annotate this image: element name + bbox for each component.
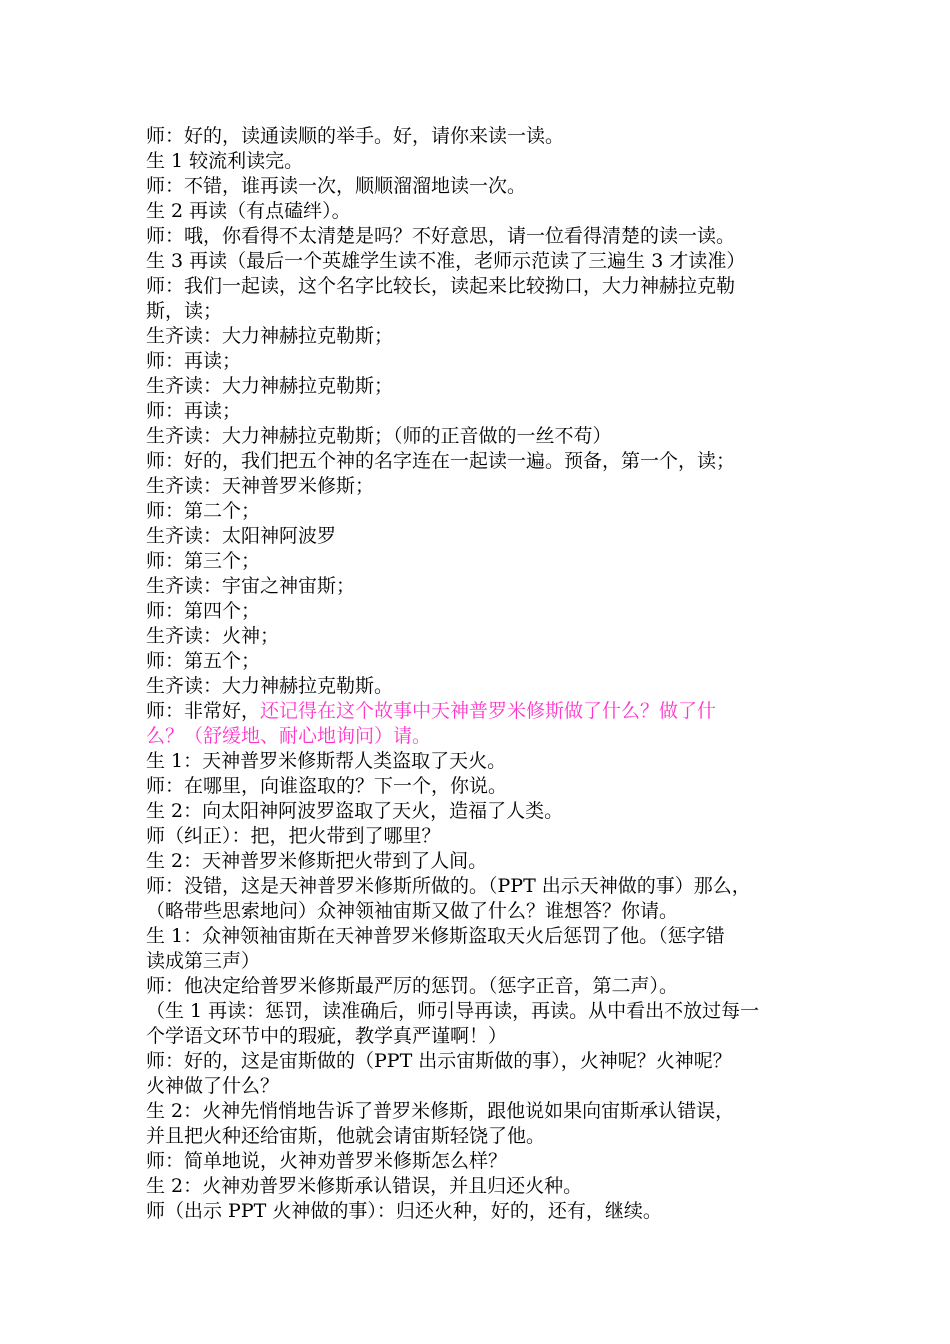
text-line: 生 2：火神先悄悄地告诉了普罗米修斯，跟他说如果向宙斯承认错误， bbox=[146, 1100, 735, 1122]
text-line: 师：第四个； bbox=[146, 600, 261, 622]
text-line: 生 2：火神劝普罗米修斯承认错误，并且归还火种。 bbox=[146, 1175, 583, 1197]
text-line: 师：好的，这是宙斯做的（PPT 出示宙斯做的事），火神呢？火神呢？ bbox=[146, 1050, 732, 1072]
highlighted-question-line bbox=[146, 724, 814, 749]
text-line: 生 2 再读（有点磕绊）。 bbox=[146, 200, 351, 222]
text-line: 师：好的，读通读顺的举手。好，请你来读一读。 bbox=[146, 125, 565, 147]
text-line: 生齐读：太阳神阿波罗 bbox=[146, 525, 337, 547]
speaker-prefix: 师：非常好， bbox=[146, 700, 261, 722]
text-line: （生 1 再读：惩罚，读准确后，师引导再读，再读。从中看出不放过每一 bbox=[146, 1000, 760, 1022]
text-line: 生 3 再读（最后一个英雄学生读不准，老师示范读了三遍生 3 才读准） bbox=[146, 250, 746, 272]
highlighted-question: 还记得在这个故事中天神普罗米修斯做了什么？做了什 bbox=[260, 700, 717, 722]
text-line: 生齐读：大力神赫拉克勒斯。 bbox=[146, 675, 394, 697]
text-line: （略带些思索地问）众神领袖宙斯又做了什么？谁想答？你请。 bbox=[146, 900, 679, 922]
document-body bbox=[146, 124, 814, 1224]
text-line: 师：好的，我们把五个神的名字连在一起读一遍。预备，第一个，读； bbox=[146, 450, 736, 472]
text-line: 生齐读：大力神赫拉克勒斯； bbox=[146, 375, 394, 397]
text-line: 师：我们一起读，这个名字比较长，读起来比较拗口，大力神赫拉克勒 bbox=[146, 275, 736, 297]
text-line: 师：不错，谁再读一次，顺顺溜溜地读一次。 bbox=[146, 175, 527, 197]
highlighted-question-continued: 么？（舒缓地、耐心地询问）请。 bbox=[146, 725, 432, 747]
text-line: 生齐读：天神普罗米修斯； bbox=[146, 475, 375, 497]
text-line: 生齐读：火神； bbox=[146, 625, 280, 647]
text-line: 师（纠正）：把，把火带到了哪里？ bbox=[146, 825, 441, 847]
text-line: 师：在哪里，向谁盗取的？下一个，你说。 bbox=[146, 775, 508, 797]
text-line: 师：他决定给普罗米修斯最严厉的惩罚。（惩字正音，第二声）。 bbox=[146, 975, 679, 997]
text-line: 读成第三声） bbox=[146, 950, 261, 972]
text-line: 生 2：天神普罗米修斯把火带到了人间。 bbox=[146, 850, 488, 872]
text-line: 师：哦，你看得不太清楚是吗？不好意思，请一位看得清楚的读一读。 bbox=[146, 225, 736, 247]
text-line: 生齐读：大力神赫拉克勒斯； bbox=[146, 325, 394, 347]
text-line: 并且把火种还给宙斯，他就会请宙斯轻饶了他。 bbox=[146, 1125, 546, 1147]
text-line: 生 1 较流利读完。 bbox=[146, 150, 304, 172]
text-line: 生齐读：宇宙之神宙斯； bbox=[146, 575, 356, 597]
text-line: 生齐读：大力神赫拉克勒斯；（师的正音做的一丝不苟） bbox=[146, 425, 612, 447]
text-line: 师：第二个； bbox=[146, 500, 261, 522]
text-line: 师：第五个； bbox=[146, 650, 261, 672]
text-line: 师：再读； bbox=[146, 400, 242, 422]
text-line: 生 1：众神领袖宙斯在天神普罗米修斯盗取天火后惩罚了他。（惩字错 bbox=[146, 925, 725, 947]
text-line: 师：没错，这是天神普罗米修斯所做的。（PPT 出示天神做的事）那么， bbox=[146, 875, 751, 897]
text-line: 个学语文环节中的瑕疵，教学真严谨啊！） bbox=[146, 1025, 508, 1047]
text-line: 生 1：天神普罗米修斯帮人类盗取了天火。 bbox=[146, 750, 507, 772]
text-line: 生 2：向太阳神阿波罗盗取了天火，造福了人类。 bbox=[146, 800, 564, 822]
highlighted-question-line bbox=[146, 699, 814, 724]
text-line: 斯，读； bbox=[146, 300, 223, 322]
text-line: 火神做了什么？ bbox=[146, 1075, 280, 1097]
text-line: 师（出示 PPT 火神做的事）：归还火种，好的，还有，继续。 bbox=[146, 1200, 662, 1222]
text-line: 师：第三个； bbox=[146, 550, 261, 572]
text-line: 师：再读； bbox=[146, 350, 242, 372]
text-line: 师：简单地说，火神劝普罗米修斯怎么样？ bbox=[146, 1150, 508, 1172]
